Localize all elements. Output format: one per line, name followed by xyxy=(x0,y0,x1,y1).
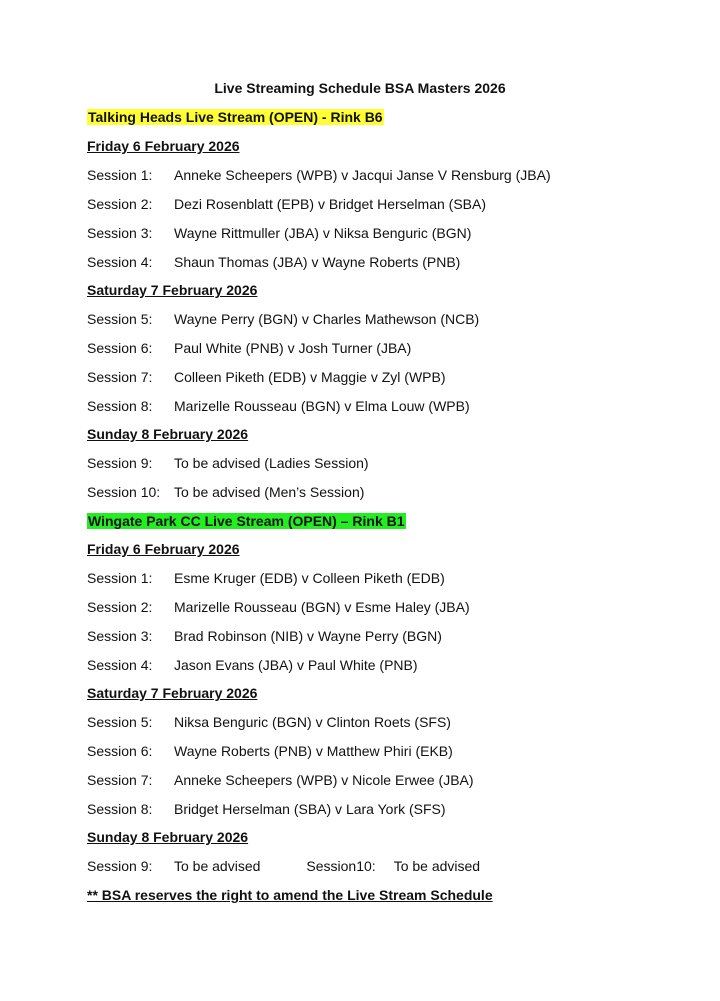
session-match: Dezi Rosenblatt (EPB) v Bridget Herselman (SBA) xyxy=(174,196,486,212)
stream1-day2-heading: Saturday 7 February 2026 xyxy=(87,282,258,298)
session-row xyxy=(87,656,418,674)
session-row xyxy=(87,598,470,616)
session-match: Marizelle Rousseau (BGN) v Esme Haley (JBA) xyxy=(174,599,470,615)
session-label: Session 3: xyxy=(87,225,153,241)
stream2-heading-row xyxy=(87,512,406,530)
session-row xyxy=(87,397,470,415)
session-match: Wayne Rittmuller (JBA) v Niksa Benguric (BGN) xyxy=(174,225,472,241)
session-row xyxy=(87,253,460,271)
session-label: Session 1: xyxy=(87,570,153,586)
session-row xyxy=(87,339,411,357)
session-label: Session 9: xyxy=(87,858,153,874)
session-row xyxy=(87,857,480,875)
session10-label: Session10: xyxy=(306,858,376,874)
session-row xyxy=(87,771,474,789)
session-match: Niksa Benguric (BGN) v Clinton Roets (SFS) xyxy=(174,714,451,730)
session-match: To be advised (Ladies Session) xyxy=(174,455,369,471)
session-row xyxy=(87,483,364,501)
session-row xyxy=(87,454,369,472)
session-label: Session 4: xyxy=(87,657,153,673)
session-row xyxy=(87,627,442,645)
session-match: Marizelle Rousseau (BGN) v Elma Louw (WPB) xyxy=(174,398,470,414)
session-label: Session 4: xyxy=(87,254,153,270)
session-row xyxy=(87,310,479,328)
session-match: Anneke Scheepers (WPB) v Jacqui Janse V Rensburg (JBA) xyxy=(174,167,551,183)
session-label: Session 8: xyxy=(87,801,153,817)
session-match: Colleen Piketh (EDB) v Maggie v Zyl (WPB) xyxy=(174,369,446,385)
stream2-day3-heading: Sunday 8 February 2026 xyxy=(87,829,249,845)
session-label: Session 2: xyxy=(87,196,153,212)
session-match: To be advised xyxy=(174,858,261,874)
stream2-heading: Wingate Park CC Live Stream (OPEN) – Rink B1 xyxy=(88,513,405,529)
session-match: Esme Kruger (EDB) v Colleen Piketh (EDB) xyxy=(174,570,445,586)
stream1-day3-heading: Sunday 8 February 2026 xyxy=(87,426,249,442)
stream1-heading-row xyxy=(87,108,384,126)
stream2-day1-heading: Friday 6 February 2026 xyxy=(87,541,240,557)
session-label: Session 2: xyxy=(87,599,153,615)
session-row xyxy=(87,368,446,386)
session-match: Wayne Perry (BGN) v Charles Mathewson (NCB) xyxy=(174,311,480,327)
footer-note: ** BSA reserves the right to amend the Live Stream Schedule xyxy=(87,887,493,903)
session-label: Session 7: xyxy=(87,772,153,788)
session-label: Session 5: xyxy=(87,311,153,327)
session-match: To be advised (Men’s Session) xyxy=(174,484,365,500)
session-label: Session 1: xyxy=(87,167,153,183)
session-row xyxy=(87,195,486,213)
session-match: Paul White (PNB) v Josh Turner (JBA) xyxy=(174,340,412,356)
session-match: Shaun Thomas (JBA) v Wayne Roberts (PNB) xyxy=(174,254,461,270)
stream1-heading: Talking Heads Live Stream (OPEN) - Rink B6 xyxy=(88,109,383,125)
page-title: Live Streaming Schedule BSA Masters 2026 xyxy=(214,80,506,96)
session-row xyxy=(87,569,445,587)
session-label: Session 6: xyxy=(87,340,153,356)
session-match: Jason Evans (JBA) v Paul White (PNB) xyxy=(174,657,418,673)
session-label: Session 5: xyxy=(87,714,153,730)
session-match: Bridget Herselman (SBA) v Lara York (SFS) xyxy=(174,801,446,817)
session10-match: To be advised xyxy=(393,858,481,874)
session-label: Session 8: xyxy=(87,398,153,414)
session-label: Session 3: xyxy=(87,628,153,644)
session-match: Anneke Scheepers (WPB) v Nicole Erwee (JBA) xyxy=(174,772,474,788)
session-label: Session 6: xyxy=(87,743,153,759)
session-match: Wayne Roberts (PNB) v Matthew Phiri (EKB) xyxy=(174,743,453,759)
session-label: Session 10: xyxy=(87,484,161,500)
session-row xyxy=(87,800,446,818)
stream1-day1-heading: Friday 6 February 2026 xyxy=(87,138,240,154)
session-row xyxy=(87,166,551,184)
session-label: Session 7: xyxy=(87,369,153,385)
session-match: Brad Robinson (NIB) v Wayne Perry (BGN) xyxy=(174,628,442,644)
session-row xyxy=(87,224,471,242)
session-row xyxy=(87,742,453,760)
session-label: Session 9: xyxy=(87,455,153,471)
stream2-day2-heading: Saturday 7 February 2026 xyxy=(87,685,258,701)
session-row xyxy=(87,713,451,731)
